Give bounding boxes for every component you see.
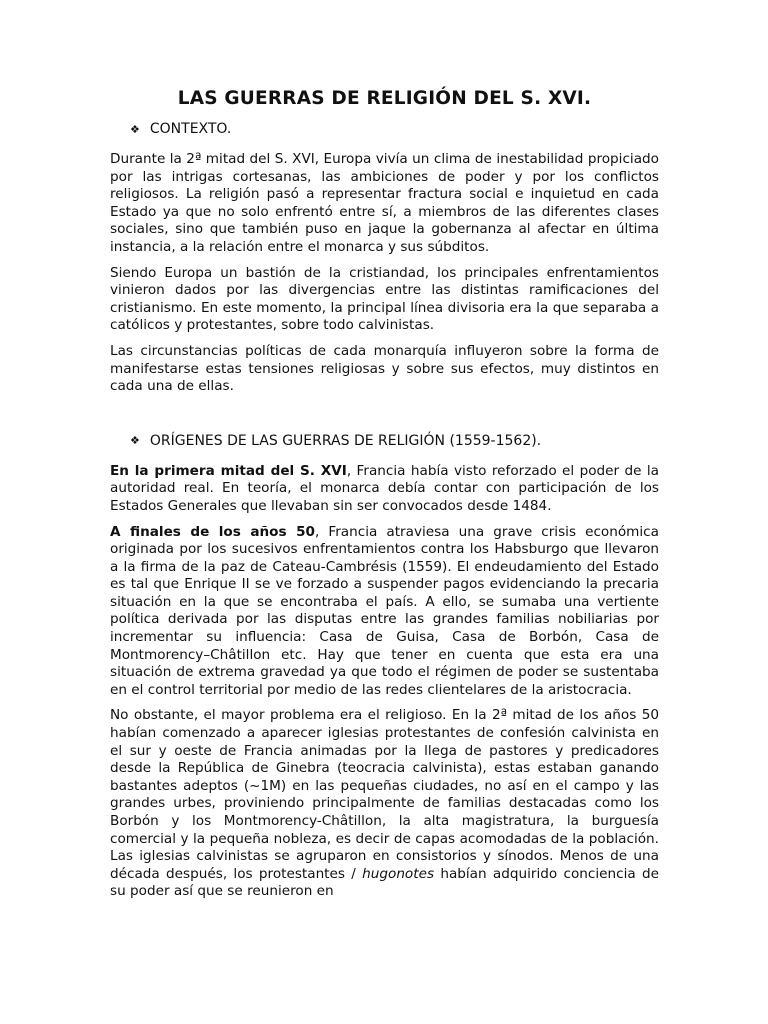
diamond-bullet-icon: ❖ — [130, 434, 140, 448]
emphasis-text: En la primera mitad del S. XVI — [110, 462, 347, 479]
section-heading-origenes — [130, 433, 659, 449]
section-heading-label: ORÍGENES DE LAS GUERRAS DE RELIGIÓN (1559-1562). — [149, 432, 542, 449]
paragraph — [110, 707, 659, 901]
diamond-bullet-icon: ❖ — [130, 122, 140, 136]
paragraph — [110, 463, 659, 516]
paragraph-text: habían adquirido conciencia de su poder así que se reunieron en — [110, 865, 660, 900]
paragraph — [110, 524, 659, 700]
section-spacer — [110, 404, 659, 433]
paragraph-text: No obstante, el mayor problema era el religioso. En la 2ª mitad de los años 50 habían comenzado a aparecer iglesias protestantes de confesión calvinista en el sur y oeste de Francia animadas por la llega de pastores y predicadores desde la República de Ginebra (teocracia calvinista), estas estaban ganando bastantes adeptos (~1M) en las pequeñas ciudades, no así en el campo y las grandes urbes, proviniendo principalmente de familias destacadas como los Borbón y los Montmorency-Châtillon, la alta magistratura, la burguesía comercial y la pequeña nobleza, es decir de capas acomodadas de la población. Las iglesias calvinistas se agruparon en consistorios y sínodos. Menos de una década después, los protestantes / — [110, 707, 659, 882]
paragraph: Siendo Europa un bastión de la cristiandad, los principales enfrentamientos vinieron dados por las divergencias entre las distintas ramificaciones del cristianismo. En este momento, la principal línea divisoria era la que separaba a católicos y protestantes, sobre todo calvinistas. — [110, 264, 659, 334]
section-heading-contexto — [130, 121, 659, 137]
italic-term: hugonotes — [362, 865, 435, 882]
paragraph: Las circunstancias políticas de cada monarquía influyeron sobre la forma de manifestarse estas tensiones religiosas y sobre sus efectos, muy distintos en cada una de ellas. — [110, 342, 659, 395]
document-title: LAS GUERRAS DE RELIGIÓN DEL S. XVI. — [177, 88, 592, 109]
document-page — [110, 88, 659, 909]
emphasis-text: A finales de los años 50 — [110, 523, 315, 540]
paragraph-text: , Francia atraviesa una grave crisis económica originada por los sucesivos enfrentamientos contra los Habsburgo que llevaron a la firma de la paz de Cateau-Cambrésis (1559). El endeudamiento del Estado es tal que Enrique II se ve forzado a suspender pagos evidenciando la precaria situación en la que se encontraba el país. A ello, se sumaba una vertiente política derivada por las disputas entre las grandes familias nobiliarias por incrementar su influencia: Casa de Guisa, Casa de Borbón, Casa de Montmorency–Châtillon etc. Hay que tener en cuenta que esta era una situación de extrema gravedad ya que todo el régimen de poder se sustentaba en el control territorial por medio de las redes clientelares de la aristocracia. — [110, 523, 659, 698]
section-heading-label: CONTEXTO. — [149, 121, 232, 137]
paragraph-text: , Francia había visto reforzado el poder de la autoridad real. En teoría, el monarca debía contar con participación de los Estados Generales que llevaban sin ser convocados desde 1484. — [110, 462, 659, 514]
paragraph: Durante la 2ª mitad del S. XVI, Europa vivía un clima de inestabilidad propiciado por las intrigas cortesanas, las ambiciones de poder y por los conflictos religiosos. La religión pasó a representar fractura social e inquietud en cada Estado ya que no solo enfrentó entre sí, a miembros de las diferentes clases sociales, sino que también puso en jaque la gobernanza al afectar en última instancia, a la relación entre el monarca y sus súbditos. — [110, 151, 659, 255]
